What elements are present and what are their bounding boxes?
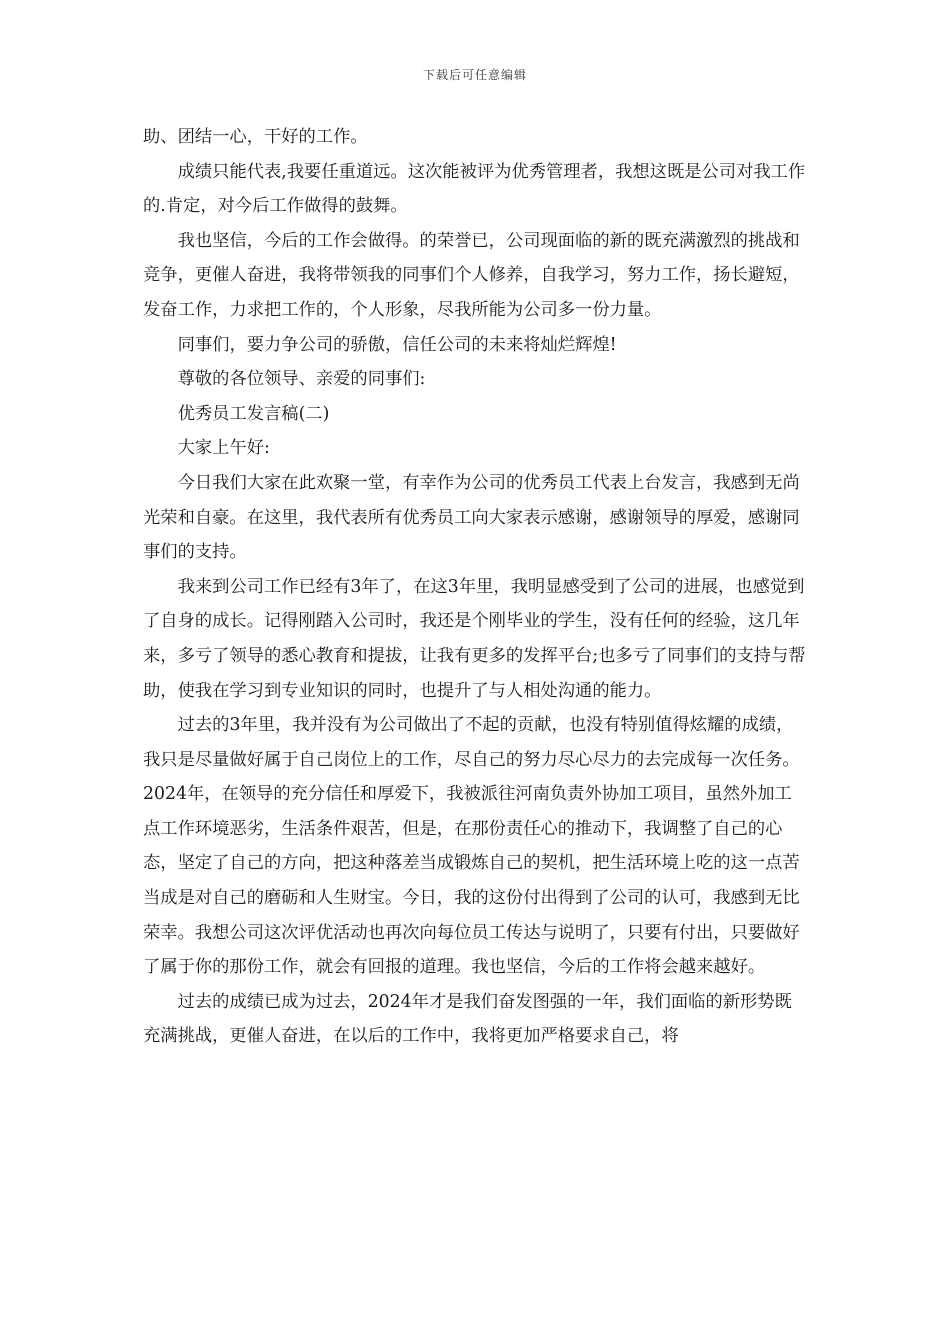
paragraph: 过去的3年里，我并没有为公司做出了不起的贡献，也没有特别值得炫耀的成绩，我只是尽量做好属于自己岗位上的工作，尽自己的努力尽心尽力的去完成每一次任务。2024年，在领导的充分信任和厚爱下，我被派往河南负责外协加工项目，虽然外加工点工作环境恶劣，生活条件艰苦，但是，在那份责任心的推动下，我调整了自己的心态，坚定了自己的方向，把这种落差当成锻炼自己的契机，把生活环境上吃的这一点苦当成是对自己的磨砺和人生财宝。今日，我的这份付出得到了公司的认可，我感到无比荣幸。我想公司这次评优活动也再次向每位员工传达与说明了，只要有付出，只要做好了属于你的那份工作，就会有回报的道理。我也坚信，今后的工作将会越来越好。 (143, 715, 800, 978)
section-heading: 优秀员工发言稿(二) (177, 403, 330, 424)
greeting: 大家上午好: (177, 438, 270, 459)
paragraph: 今日我们大家在此欢聚一堂，有幸作为公司的优秀员工代表上台发言，我感到无尚光荣和自豪。在这里，我代表所有优秀员工向大家表示感谢，感谢领导的厚爱，感谢同事们的支持。 (143, 472, 800, 563)
paragraph: 成绩只能代表,我要任重道远。这次能被评为优秀管理者，我想这既是公司对我工作的.肯定，对今后工作做得的鼓舞。 (143, 161, 806, 217)
paragraph: 同事们，要力争公司的骄傲，信任公司的未来将灿烂辉煌! (177, 334, 617, 355)
paragraph: 过去的成绩已成为过去，2024年才是我们奋发图强的一年，我们面临的新形势既充满挑战，更催人奋进，在以后的工作中，我将更加严格要求自己，将 (143, 991, 792, 1047)
paragraph: 尊敬的各位领导、亲爱的同事们: (177, 369, 426, 390)
paragraph: 我来到公司工作已经有3年了，在这3年里，我明显感受到了公司的进展，也感觉到了自身的成长。记得刚踏入公司时，我还是个刚毕业的学生，没有任何的经验，这几年来，多亏了领导的悉心教育和提拔，让我有更多的发挥平台;也多亏了同事们的支持与帮助，使我在学习到专业知识的同时，也提升了与人相处沟通的能力。 (143, 576, 806, 701)
page-header-note: 下载后可任意编辑 (422, 68, 527, 82)
paragraph: 我也坚信，今后的工作会做得。的荣誉已，公司现面临的新的既充满激烈的挑战和竞争，更催人奋进，我将带领我的同事们个人修养，自我学习，努力工作，扬长避短，发奋工作，力求把工作的，个人形象，尽我所能为公司多一份力量。 (143, 230, 800, 320)
document-body (143, 120, 808, 1054)
paragraph: 助、团结一心，干好的工作。 (143, 127, 368, 147)
